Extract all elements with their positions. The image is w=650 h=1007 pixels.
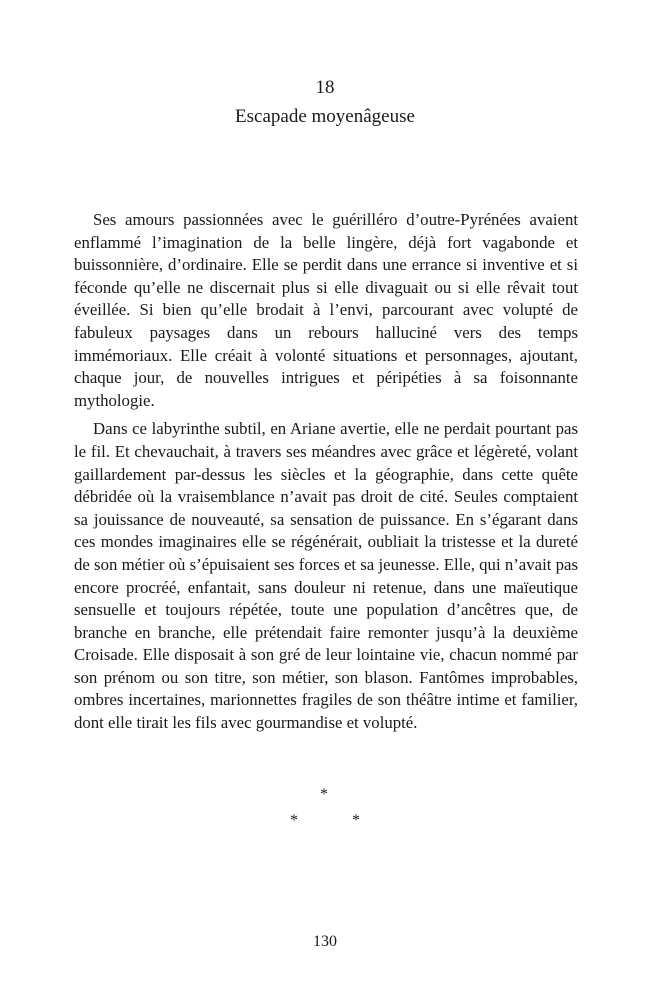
chapter-body xyxy=(74,209,578,741)
paragraph-1: Ses amours passionnées avec le guérilléro d’outre-Pyrénées avaient enflammé l’imagination de la belle lingère, déjà fort vagabonde et buissonnière, d’ordinaire. Elle se perdit dans une errance si inventive et si féconde qu’elle ne discernait plus si elle divaguait ou si elle rêvait tout éveillée. Si bien qu’elle brodait à l’envi, parcourant avec volupté de fabuleux paysages dans un rebours halluciné vers des temps immémoriaux. Elle créait à volonté situations et personnages, ajoutant, chaque jour, de nouvelles intrigues et péripéties à sa foisonnante mythologie. xyxy=(74,210,578,410)
asterism-star-top: * xyxy=(320,786,328,803)
asterism-star-right: * xyxy=(352,812,360,829)
asterism-star-left: * xyxy=(290,812,298,829)
paragraph-2: Dans ce labyrinthe subtil, en Ariane avertie, elle ne perdait pourtant pas le fil. Et chevauchait, à travers ses méandres avec grâce et légèreté, volant gaillardement par-dessus les siècles et la géographie, dans cette quête débridée où la vraisemblance n’avait pas droit de cité. Seules comptaient sa jouissance de nouveauté, sa sensation de puissance. En s’égarant dans ces mondes imaginaires elle se régénérait, oubliait la tristesse et la dureté de son métier où s’épuisaient ses forces et sa jeunesse. Elle, qui n’avait pas encore procréé, enfantait, sans douleur ni retenue, dans une maïeutique sensuelle et toujours répétée, toute une population d’ancêtres que, de branche en branche, elle prétendait faire remonter jusqu’à la deuxième Croisade. Elle disposait à son gré de leur lointaine vie, chacun nommé par son prénom ou son titre, son métier, son blason. Fantômes improbables, ombres incertaines, marionnettes fragiles de son théâtre intime et familier, dont elle tirait les fils avec gourmandise et volupté. xyxy=(74,419,578,733)
chapter-number: 18 xyxy=(315,77,335,98)
section-break-asterism xyxy=(0,786,650,836)
chapter-title: Escapade moyenâgeuse xyxy=(235,106,415,127)
page-number: 130 xyxy=(313,933,337,950)
